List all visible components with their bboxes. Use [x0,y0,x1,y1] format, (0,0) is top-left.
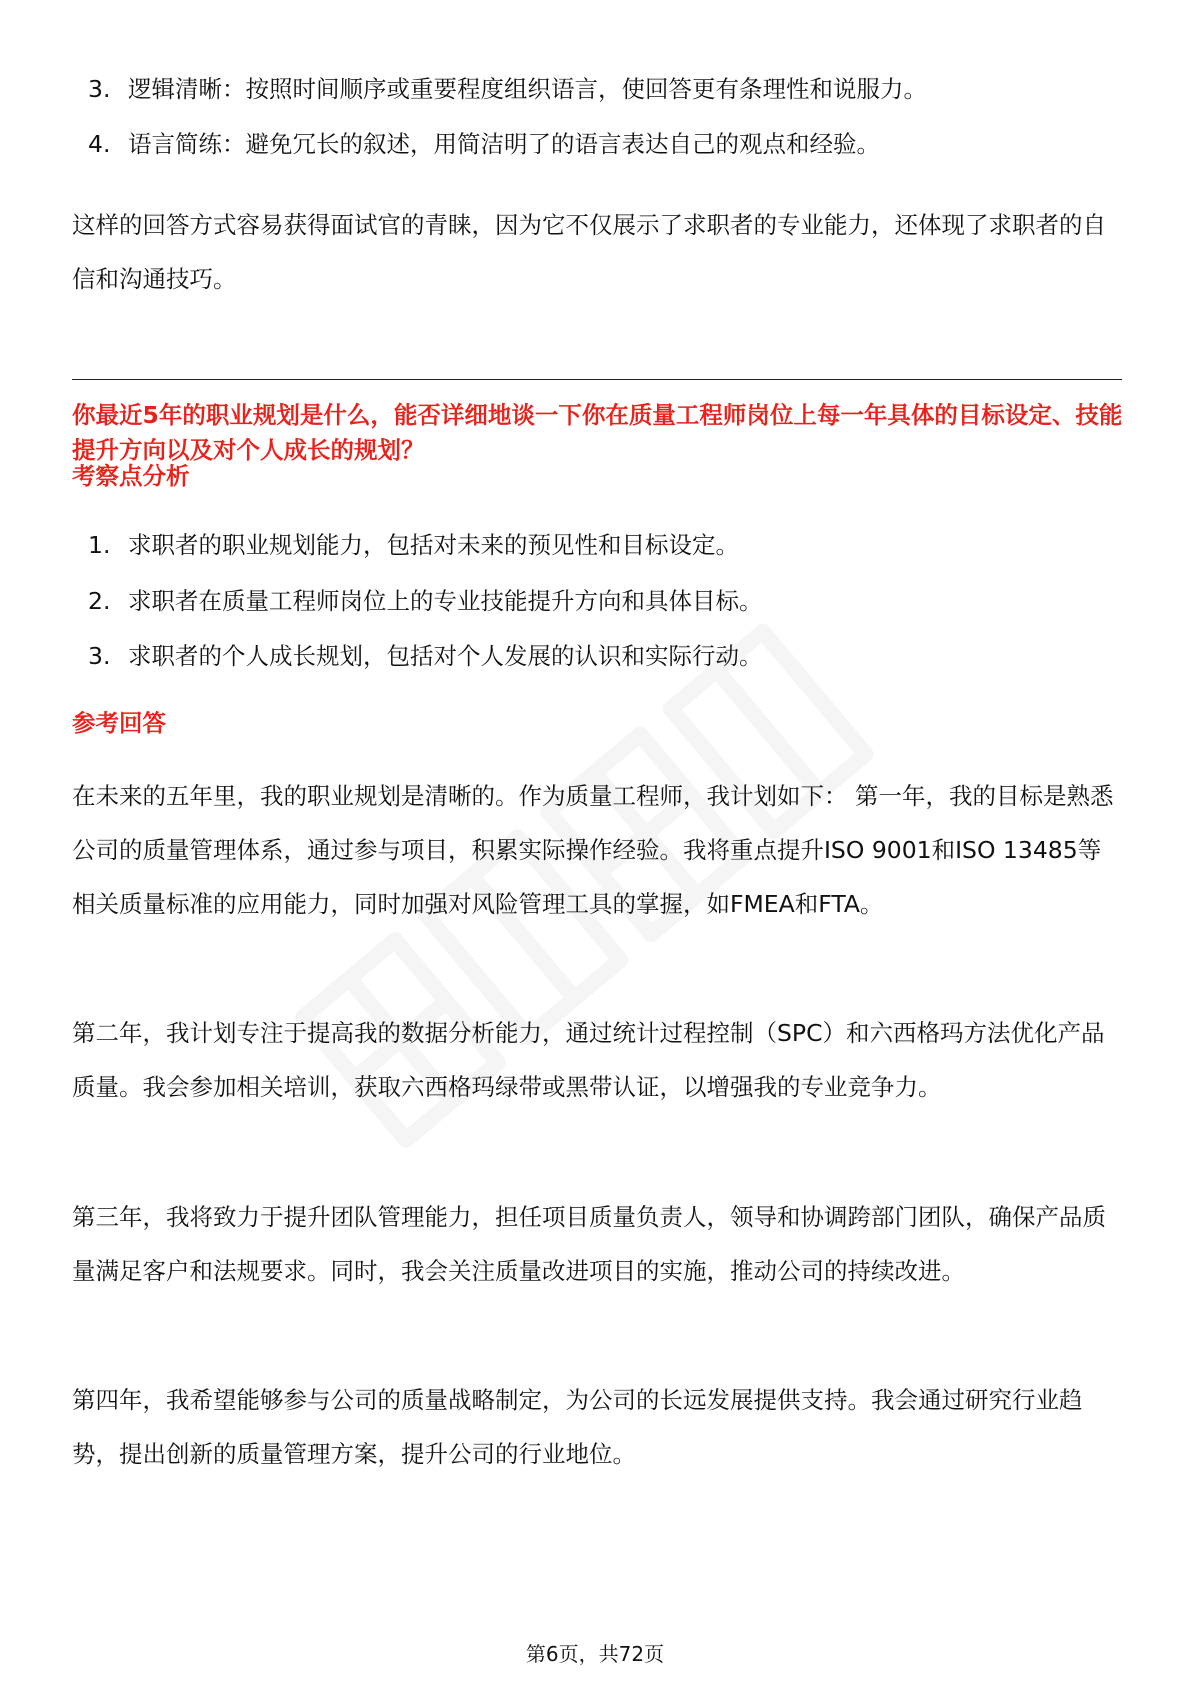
list-item-text: 求职者的职业规划能力，包括对未来的预见性和目标设定。 [128,531,739,559]
section-divider [72,379,1122,380]
answer-heading: 参考回答 [72,709,166,737]
question-heading: 你最近5年的职业规划是什么，能否详细地谈一下你在质量工程师岗位上每一年具体的目标设定、技能提升方向以及对个人成长的规划？ [72,401,1123,464]
list-item-number: 1. [88,531,111,559]
list-item-number: 3. [88,642,111,670]
list-item-text: 逻辑清晰：按照时间顺序或重要程度组织语言，使回答更有条理性和说服力。 [128,75,927,103]
list-item-text: 求职者的个人成长规划，包括对个人发展的认识和实际行动。 [128,642,763,670]
list-item [88,528,739,562]
analysis-heading: 考察点分析 [72,462,190,490]
summary-paragraph: 这样的回答方式容易获得面试官的青睐，因为它不仅展示了求职者的专业能力，还体现了求职者的自信和沟通技巧。 [72,211,1106,293]
list-item [88,127,880,161]
list-item-text: 求职者在质量工程师岗位上的专业技能提升方向和具体目标。 [128,587,763,615]
list-item-text: 语言简练：避免冗长的叙述，用简洁明了的语言表达自己的观点和经验。 [128,130,880,158]
answer-paragraph-4: 第四年，我希望能够参与公司的质量战略制定，为公司的长远发展提供支持。我会通过研究行业趋势，提出创新的质量管理方案，提升公司的行业地位。 [72,1386,1083,1468]
list-item-number: 3. [88,75,111,103]
list-item-number: 2. [88,587,111,615]
list-item [88,584,763,618]
page-footer: 第6页，共72页 [525,1642,665,1666]
answer-paragraph-3: 第三年，我将致力于提升团队管理能力，担任项目质量负责人，领导和协调跨部门团队，确保产品质量满足客户和法规要求。同时，我会关注质量改进项目的实施，推动公司的持续改进。 [72,1203,1106,1285]
list-item-number: 4. [88,130,111,158]
list-item [88,639,763,673]
answer-paragraph-2: 第二年，我计划专注于提高我的数据分析能力，通过统计过程控制（SPC）和六西格玛方法优化产品质量。我会参加相关培训，获取六西格玛绿带或黑带认证，以增强我的专业竞争力。 [72,1019,1105,1101]
list-item [88,72,927,106]
answer-paragraph-1: 在未来的五年里，我的职业规划是清晰的。作为质量工程师，我计划如下： 第一年，我的目标是熟悉公司的质量管理体系，通过参与项目，积累实际操作经验。我将重点提升ISO 9001和ISO 13485等相关质量标准的应用能力，同时加强对风险管理工具的掌握，如FMEA和FTA。 [72,782,1114,918]
